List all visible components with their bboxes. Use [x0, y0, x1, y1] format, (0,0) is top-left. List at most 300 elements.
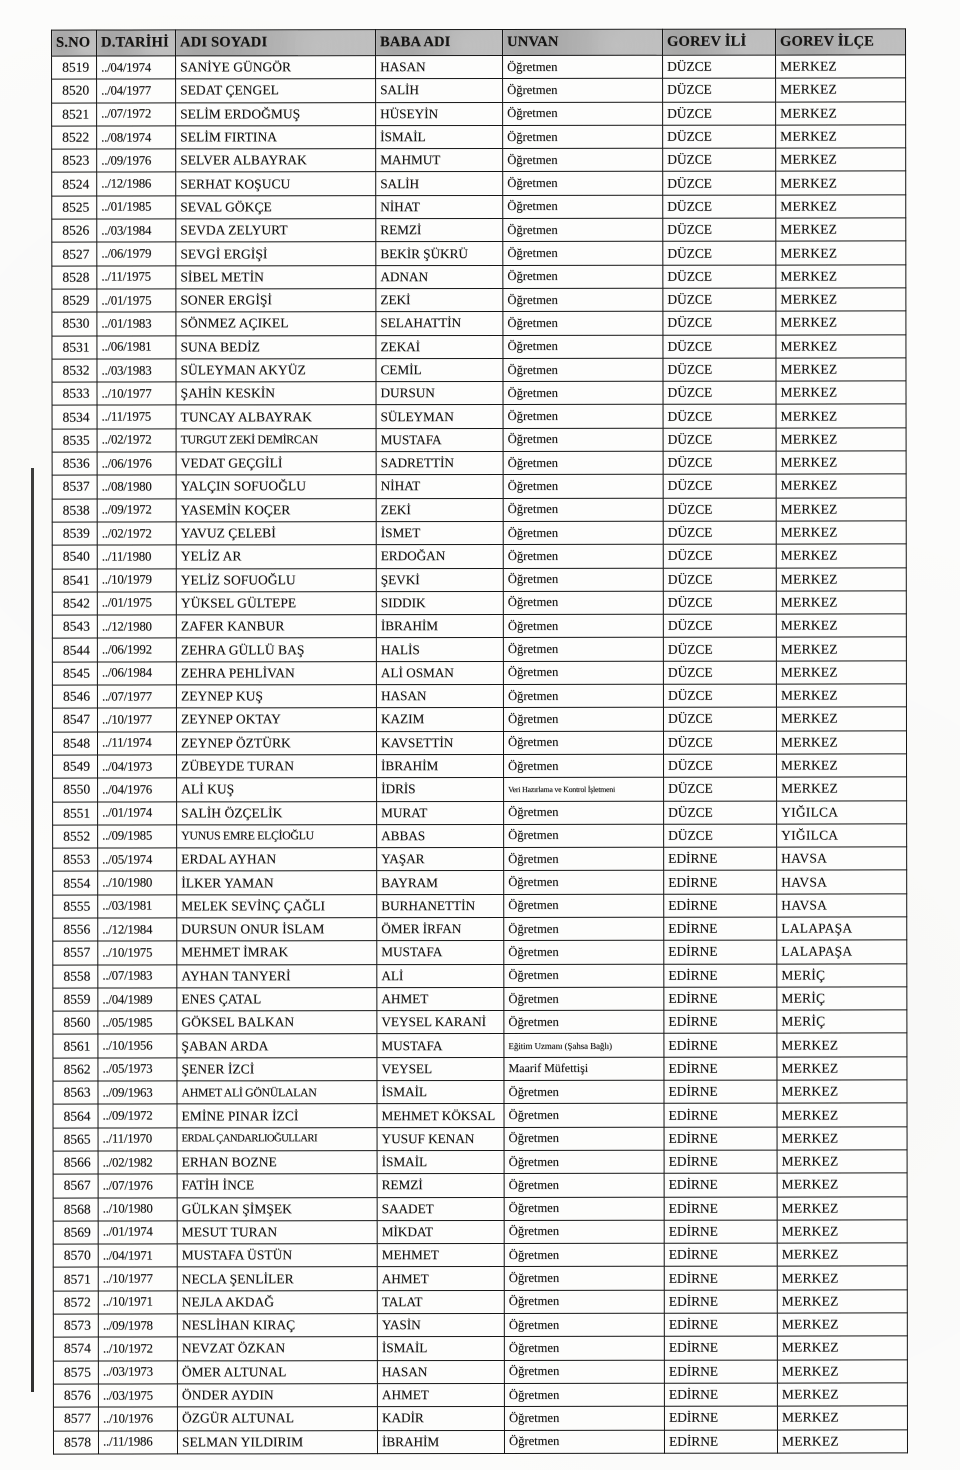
table-row: [52, 684, 906, 708]
cell-title: Öğretmen: [503, 591, 663, 615]
cell-province: DÜZCE: [663, 78, 776, 101]
cell-province: EDİRNE: [664, 1173, 777, 1196]
cell-sno: 8562: [53, 1058, 98, 1081]
cell-sno: 8560: [53, 1011, 98, 1034]
table-row: [52, 707, 906, 731]
table-row: [53, 824, 907, 848]
cell-sno: 8542: [52, 592, 97, 615]
cell-province: EDİRNE: [664, 847, 777, 870]
table-row: [53, 1313, 907, 1337]
cell-name: YASEMİN KOÇER: [176, 498, 376, 522]
cell-district: MERKEZ: [776, 171, 906, 194]
cell-district: MERKEZ: [777, 1243, 907, 1266]
cell-province: DÜZCE: [664, 777, 777, 800]
cell-name: ŞAHİN KESKİN: [176, 382, 376, 406]
cell-sno: 8539: [52, 522, 97, 545]
cell-birthdate: ../10/1976: [98, 1407, 177, 1430]
cell-name: MELEK SEVİNÇ ÇAĞLI: [177, 894, 377, 918]
cell-district: MERKEZ: [777, 1429, 907, 1452]
cell-father: ALİ: [377, 964, 504, 987]
cell-province: DÜZCE: [663, 614, 776, 637]
cell-title: Öğretmen: [504, 1430, 664, 1454]
cell-name: ERDAL AYHAN: [177, 848, 377, 872]
table-row: [52, 731, 906, 755]
table-row: [53, 870, 907, 894]
table-row: [53, 1057, 907, 1081]
cell-name: VEDAT GEÇGİLİ: [176, 452, 376, 476]
cell-father: ZEKİ: [376, 288, 503, 311]
cell-name: ŞENER İZCİ: [177, 1057, 377, 1081]
cell-district: MERİÇ: [777, 963, 907, 986]
cell-birthdate: ../04/1973: [98, 755, 177, 778]
cell-father: KAZIM: [376, 708, 503, 731]
cell-name: YÜKSEL GÜLTEPE: [176, 591, 376, 615]
cell-father: HÜSEYİN: [376, 102, 503, 125]
cell-province: DÜZCE: [663, 707, 776, 730]
cell-name: ZEHRA PEHLİVAN: [176, 661, 376, 685]
cell-district: MERKEZ: [776, 428, 906, 451]
cell-birthdate: ../01/1975: [97, 592, 176, 615]
cell-title: Öğretmen: [503, 568, 663, 592]
table-row: [52, 474, 906, 498]
cell-father: İSMAİL: [377, 1150, 504, 1173]
cell-sno: 8569: [53, 1221, 98, 1244]
cell-district: MERKEZ: [776, 78, 906, 101]
cell-title: Öğretmen: [504, 1383, 664, 1407]
table-row: [53, 1127, 907, 1151]
cell-sno: 8565: [53, 1128, 98, 1151]
cell-sno: 8578: [53, 1431, 98, 1454]
cell-name: SEVDA ZELYURT: [176, 219, 376, 243]
cell-title: Öğretmen: [504, 1104, 664, 1128]
cell-birthdate: ../05/1973: [98, 1058, 177, 1081]
cell-district: MERKEZ: [776, 101, 906, 124]
cell-name: ERDAL ÇANDARLIOĞULLARI: [177, 1127, 377, 1151]
header-cell-sno: S.NO: [52, 30, 97, 56]
cell-title: Öğretmen: [503, 102, 663, 126]
cell-district: MERKEZ: [777, 1033, 907, 1056]
cell-name: NEVZAT ÖZKAN: [177, 1337, 377, 1361]
cell-province: EDİRNE: [664, 1127, 777, 1150]
cell-name: MESUT TURAN: [177, 1220, 377, 1244]
table-row: [52, 265, 906, 289]
cell-father: BURHANETTİN: [377, 894, 504, 917]
cell-birthdate: ../01/1983: [97, 312, 176, 335]
cell-name: İLKER YAMAN: [177, 871, 377, 895]
header-cell-birthdate: D.TARİHİ: [97, 30, 176, 56]
cell-district: MERKEZ: [777, 1266, 907, 1289]
cell-birthdate: ../09/1978: [98, 1314, 177, 1337]
cell-birthdate: ../01/1974: [98, 801, 177, 824]
cell-father: BEKİR ŞÜKRÜ: [376, 242, 503, 265]
cell-birthdate: ../12/1984: [98, 918, 177, 941]
cell-province: DÜZCE: [663, 638, 776, 661]
cell-district: MERKEZ: [777, 1406, 907, 1429]
table-row: [53, 1383, 907, 1407]
cell-birthdate: ../11/1975: [97, 266, 176, 289]
cell-province: EDİRNE: [664, 1290, 777, 1313]
cell-title: Öğretmen: [503, 638, 663, 662]
cell-sno: 8551: [53, 802, 98, 825]
cell-birthdate: ../06/1976: [97, 452, 176, 475]
cell-name: SEDAT ÇENGEL: [176, 79, 376, 103]
cell-sno: 8540: [52, 545, 97, 568]
cell-title: Öğretmen: [503, 661, 663, 685]
cell-district: MERKEZ: [776, 311, 906, 334]
table-body: [52, 55, 908, 1454]
cell-sno: 8550: [53, 778, 98, 801]
cell-sno: 8538: [52, 499, 97, 522]
cell-birthdate: ../10/1975: [98, 941, 177, 964]
cell-title: Öğretmen: [503, 265, 663, 289]
cell-sno: 8523: [52, 149, 97, 172]
cell-district: YIĞILCA: [777, 824, 907, 847]
cell-district: MERKEZ: [777, 1057, 907, 1080]
cell-title: Öğretmen: [503, 405, 663, 429]
cell-district: MERKEZ: [777, 1220, 907, 1243]
cell-title: Öğretmen: [503, 708, 663, 732]
cell-father: SELAHATTİN: [376, 312, 503, 335]
cell-title: Öğretmen: [503, 312, 663, 336]
cell-name: ZEYNEP KUŞ: [176, 685, 376, 709]
cell-province: EDİRNE: [664, 894, 777, 917]
cell-district: MERKEZ: [776, 474, 906, 497]
cell-province: DÜZCE: [663, 428, 776, 451]
cell-district: MERKEZ: [777, 1080, 907, 1103]
cell-title: Öğretmen: [504, 1360, 664, 1384]
cell-birthdate: ../10/1971: [98, 1291, 177, 1314]
cell-province: EDİRNE: [664, 1034, 777, 1057]
cell-district: MERİÇ: [777, 1010, 907, 1033]
cell-father: AHMET: [377, 1383, 504, 1406]
cell-father: ERDOĞAN: [376, 545, 503, 568]
cell-province: EDİRNE: [664, 1430, 777, 1453]
cell-father: ÖMER İRFAN: [377, 917, 504, 940]
cell-title: Öğretmen: [504, 1220, 664, 1244]
cell-province: EDİRNE: [664, 917, 777, 940]
cell-province: DÜZCE: [663, 591, 776, 614]
cell-father: MURAT: [377, 801, 504, 824]
cell-birthdate: ../09/1976: [97, 149, 176, 172]
cell-birthdate: ../11/1975: [97, 405, 176, 428]
cell-birthdate: ../10/1980: [98, 1197, 177, 1220]
cell-district: MERKEZ: [776, 637, 906, 660]
table-row: [52, 311, 906, 335]
cell-sno: 8557: [53, 941, 98, 964]
cell-name: FATİH İNCE: [177, 1174, 377, 1198]
cell-province: DÜZCE: [663, 218, 776, 241]
cell-birthdate: ../09/1972: [97, 499, 176, 522]
cell-sno: 8559: [53, 988, 98, 1011]
cell-sno: 8545: [52, 662, 97, 685]
cell-province: DÜZCE: [663, 381, 776, 404]
table-row: [52, 241, 906, 265]
cell-birthdate: ../03/1984: [97, 219, 176, 242]
cell-sno: 8537: [52, 475, 97, 498]
cell-title: Öğretmen: [504, 1267, 664, 1291]
cell-birthdate: ../10/1972: [98, 1337, 177, 1360]
table-row: [53, 1196, 907, 1220]
table-row: [53, 917, 907, 941]
table-row: [53, 1266, 907, 1290]
cell-name: NESLİHAN KIRAÇ: [177, 1314, 377, 1338]
cell-father: KADİR: [377, 1407, 504, 1430]
cell-name: TUNCAY ALBAYRAK: [176, 405, 376, 429]
cell-birthdate: ../10/1979: [97, 568, 176, 591]
cell-father: HALİS: [376, 638, 503, 661]
cell-district: MERKEZ: [777, 1127, 907, 1150]
cell-father: MUSTAFA: [376, 428, 503, 451]
table-row: [53, 894, 907, 918]
cell-father: İBRAHİM: [376, 615, 503, 638]
cell-sno: 8548: [52, 732, 97, 755]
cell-province: EDİRNE: [664, 1360, 777, 1383]
cell-district: LALAPAŞA: [777, 917, 907, 940]
cell-father: YAŞAR: [377, 848, 504, 871]
cell-birthdate: ../03/1975: [98, 1384, 177, 1407]
header-cell-title: UNVAN: [503, 29, 663, 55]
cell-title: Öğretmen: [503, 731, 663, 755]
cell-district: HAVSA: [777, 870, 907, 893]
cell-name: NECLA ŞENLİLER: [177, 1267, 377, 1291]
cell-province: DÜZCE: [663, 661, 776, 684]
cell-birthdate: ../07/1972: [97, 103, 176, 126]
cell-province: EDİRNE: [664, 1010, 777, 1033]
cell-province: EDİRNE: [664, 870, 777, 893]
table-row: [53, 1290, 907, 1314]
cell-name: MEHMET İMRAK: [177, 941, 377, 965]
cell-district: MERKEZ: [776, 334, 906, 357]
cell-province: DÜZCE: [663, 731, 776, 754]
cell-title: Öğretmen: [504, 1313, 664, 1337]
cell-father: MİKDAT: [377, 1220, 504, 1243]
cell-sno: 8561: [53, 1035, 98, 1058]
cell-name: SELİM FIRTINA: [176, 126, 376, 150]
cell-birthdate: ../03/1973: [98, 1361, 177, 1384]
cell-name: SİBEL METİN: [176, 265, 376, 289]
cell-province: DÜZCE: [663, 55, 776, 78]
cell-father: BAYRAM: [377, 871, 504, 894]
cell-birthdate: ../02/1972: [97, 522, 176, 545]
cell-province: DÜZCE: [663, 102, 776, 125]
cell-birthdate: ../09/1985: [98, 825, 177, 848]
cell-father: SÜLEYMAN: [376, 405, 503, 428]
cell-district: MERKEZ: [776, 614, 906, 637]
cell-name: SALİH ÖZÇELİK: [177, 801, 377, 825]
cell-sno: 8567: [53, 1174, 98, 1197]
table-row: [53, 940, 907, 964]
cell-title: Öğretmen: [504, 801, 664, 825]
cell-district: MERKEZ: [776, 125, 906, 148]
cell-name: TURGUT ZEKİ DEMİRCAN: [176, 428, 376, 452]
cell-birthdate: ../01/1974: [98, 1221, 177, 1244]
table-row: [52, 78, 906, 102]
cell-birthdate: ../05/1974: [98, 848, 177, 871]
cell-sno: 8522: [52, 126, 97, 149]
table-row: [53, 1173, 907, 1197]
cell-father: ALİ OSMAN: [376, 661, 503, 684]
cell-title: Öğretmen: [503, 614, 663, 638]
cell-district: MERKEZ: [776, 707, 906, 730]
header-cell-district: GOREV İLÇE: [776, 29, 906, 55]
table-row: [53, 987, 907, 1011]
cell-province: DÜZCE: [663, 544, 776, 567]
cell-sno: 8541: [52, 569, 97, 592]
cell-name: ENES ÇATAL: [177, 988, 377, 1012]
cell-title: Veri Hazırlama ve Kontrol İşletmeni: [504, 777, 664, 801]
cell-district: MERKEZ: [776, 381, 906, 404]
cell-district: MERKEZ: [776, 195, 906, 218]
cell-sno: 8574: [53, 1337, 98, 1360]
cell-birthdate: ../10/1980: [98, 871, 177, 894]
cell-birthdate: ../11/1974: [97, 732, 176, 755]
cell-father: ABBAS: [377, 824, 504, 847]
table-row: [53, 847, 907, 871]
cell-title: Öğretmen: [504, 1197, 664, 1221]
cell-birthdate: ../07/1983: [98, 965, 177, 988]
table-row: [52, 404, 906, 428]
cell-father: İBRAHİM: [377, 1430, 504, 1453]
cell-title: Öğretmen: [504, 987, 664, 1011]
cell-district: MERKEZ: [777, 1103, 907, 1126]
cell-father: ZEKAİ: [376, 335, 503, 358]
table-row: [52, 125, 906, 149]
cell-father: NİHAT: [376, 475, 503, 498]
cell-district: MERKEZ: [776, 591, 906, 614]
cell-title: Öğretmen: [503, 125, 663, 149]
cell-name: ÖMER ALTUNAL: [177, 1360, 377, 1384]
cell-sno: 8568: [53, 1198, 98, 1221]
cell-district: MERKEZ: [776, 521, 906, 544]
cell-name: MUSTAFA ÜSTÜN: [177, 1244, 377, 1268]
cell-province: DÜZCE: [663, 358, 776, 381]
cell-district: MERKEZ: [776, 451, 906, 474]
table-row: [52, 498, 906, 522]
cell-province: DÜZCE: [663, 195, 776, 218]
table-row: [52, 567, 906, 591]
cell-district: MERKEZ: [777, 1360, 907, 1383]
table-row: [53, 1243, 907, 1267]
cell-sno: 8563: [53, 1081, 98, 1104]
cell-district: MERKEZ: [777, 777, 907, 800]
cell-province: DÜZCE: [663, 172, 776, 195]
cell-title: Öğretmen: [504, 1127, 664, 1151]
cell-birthdate: ../06/1992: [97, 638, 176, 661]
cell-birthdate: ../08/1974: [97, 126, 176, 149]
cell-sno: 8575: [53, 1361, 98, 1384]
cell-district: MERKEZ: [776, 544, 906, 567]
table-row: [53, 754, 907, 778]
cell-province: DÜZCE: [663, 335, 776, 358]
cell-sno: 8521: [52, 103, 97, 126]
cell-sno: 8524: [52, 173, 97, 196]
cell-province: EDİRNE: [664, 940, 777, 963]
cell-name: ÖNDER AYDIN: [177, 1384, 377, 1408]
cell-name: YELİZ AR: [176, 545, 376, 569]
table-row: [52, 55, 906, 79]
table-row: [52, 637, 906, 661]
cell-birthdate: ../09/1963: [98, 1081, 177, 1104]
cell-birthdate: ../08/1980: [97, 475, 176, 498]
cell-name: ZÜBEYDE TURAN: [177, 755, 377, 779]
cell-title: Öğretmen: [503, 475, 663, 499]
cell-name: SONER ERGİŞİ: [176, 289, 376, 313]
cell-father: MUSTAFA: [377, 1034, 504, 1057]
table-row: [53, 1360, 907, 1384]
cell-name: SELVER ALBAYRAK: [176, 149, 376, 173]
cell-title: Öğretmen: [503, 381, 663, 405]
cell-birthdate: ../06/1979: [97, 242, 176, 265]
cell-district: MERKEZ: [776, 358, 906, 381]
cell-sno: 8547: [52, 708, 97, 731]
cell-father: DURSUN: [376, 382, 503, 405]
cell-father: SAADET: [377, 1197, 504, 1220]
cell-name: NEJLA AKDAĞ: [177, 1290, 377, 1314]
cell-province: EDİRNE: [664, 1150, 777, 1173]
cell-title: Öğretmen: [504, 1080, 664, 1104]
table-row: [52, 288, 906, 312]
table-row: [53, 1406, 907, 1430]
table-row: [53, 1429, 907, 1453]
cell-title: Öğretmen: [504, 1337, 664, 1361]
cell-sno: 8570: [53, 1244, 98, 1267]
cell-birthdate: ../10/1977: [97, 708, 176, 731]
cell-father: AHMET: [377, 1267, 504, 1290]
cell-name: ŞABAN ARDA: [177, 1034, 377, 1058]
cell-district: MERKEZ: [776, 684, 906, 707]
table-row: [52, 544, 906, 568]
table-row: [52, 171, 906, 195]
cell-district: MERKEZ: [777, 1150, 907, 1173]
cell-birthdate: ../09/1972: [98, 1104, 177, 1127]
cell-father: VEYSEL KARANİ: [377, 1011, 504, 1034]
cell-name: YALÇIN SOFUOĞLU: [176, 475, 376, 499]
cell-birthdate: ../01/1985: [97, 196, 176, 219]
personnel-table: [51, 28, 908, 1454]
cell-title: Öğretmen: [504, 754, 664, 778]
cell-province: EDİRNE: [664, 1313, 777, 1336]
cell-name: ZEYNEP OKTAY: [176, 708, 376, 732]
cell-father: MEHMET: [377, 1244, 504, 1267]
cell-province: DÜZCE: [663, 288, 776, 311]
cell-province: EDİRNE: [664, 1103, 777, 1126]
cell-province: EDİRNE: [664, 1197, 777, 1220]
cell-father: REMZİ: [376, 219, 503, 242]
cell-province: DÜZCE: [663, 684, 776, 707]
cell-province: EDİRNE: [664, 1243, 777, 1266]
cell-name: SELMAN YILDIRIM: [177, 1430, 377, 1454]
cell-birthdate: ../10/1956: [98, 1034, 177, 1057]
cell-father: NİHAT: [376, 195, 503, 218]
cell-name: GÖKSEL BALKAN: [177, 1011, 377, 1035]
cell-father: SADRETTİN: [376, 452, 503, 475]
cell-province: EDİRNE: [664, 1057, 777, 1080]
table-row: [52, 591, 906, 615]
table-row: [52, 521, 906, 545]
cell-name: GÜLKAN ŞİMŞEK: [177, 1197, 377, 1221]
cell-father: ŞEVKİ: [376, 568, 503, 591]
cell-title: Öğretmen: [504, 847, 664, 871]
cell-father: İSMAİL: [376, 125, 503, 148]
cell-title: Öğretmen: [503, 148, 663, 172]
cell-birthdate: ../10/1977: [97, 382, 176, 405]
cell-district: MERİÇ: [777, 987, 907, 1010]
cell-district: MERKEZ: [776, 498, 906, 521]
cell-father: İBRAHİM: [377, 754, 504, 777]
cell-sno: 8566: [53, 1151, 98, 1174]
cell-title: Öğretmen: [503, 335, 663, 359]
cell-sno: 8549: [53, 755, 98, 778]
